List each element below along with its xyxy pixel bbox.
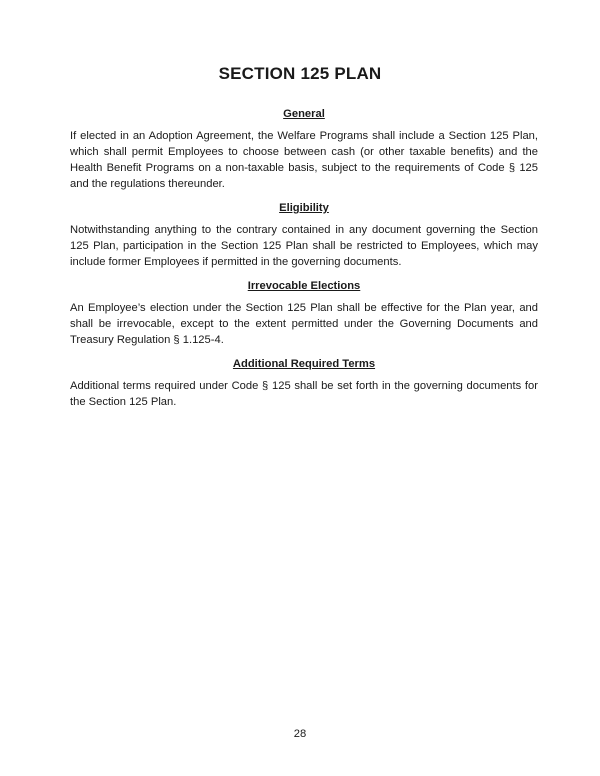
section-general [70,106,538,192]
section-paragraph: An Employee’s election under the Section 125 Plan shall be effective for the Plan year, and shall be irrevocable, except to the extent permitted under the Governing Documents and Treasury Regulation § 1.125-4. [70,302,538,346]
section-paragraph: If elected in an Adoption Agreement, the Welfare Programs shall include a Section 125 Plan, which shall permit Employees to choose between cash (or other taxable benefits) and the Health Benefit Programs on a non-taxable basis, subject to the requirements of Code § 125 and the regulations thereunder. [70,130,538,190]
section-paragraph: Notwithstanding anything to the contrary contained in any document governing the Section 125 Plan, participation in the Section 125 Plan shall be restricted to Employees, which may include former Employees if permitted in the governing documents. [70,224,538,268]
section-eligibility [70,200,538,270]
section-paragraph: Additional terms required under Code § 125 shall be set forth in the governing documents for the Section 125 Plan. [70,380,538,408]
document-body [70,106,538,418]
section-heading: Additional Required Terms [232,358,376,370]
section-heading: Eligibility [279,202,329,214]
section-additional-required-terms [70,356,538,410]
page-number: 28 [293,728,307,740]
section-heading: General [283,108,325,120]
section-irrevocable-elections [70,278,538,348]
section-heading: Irrevocable Elections [247,280,361,292]
page-title: SECTION 125 PLAN [218,64,382,83]
